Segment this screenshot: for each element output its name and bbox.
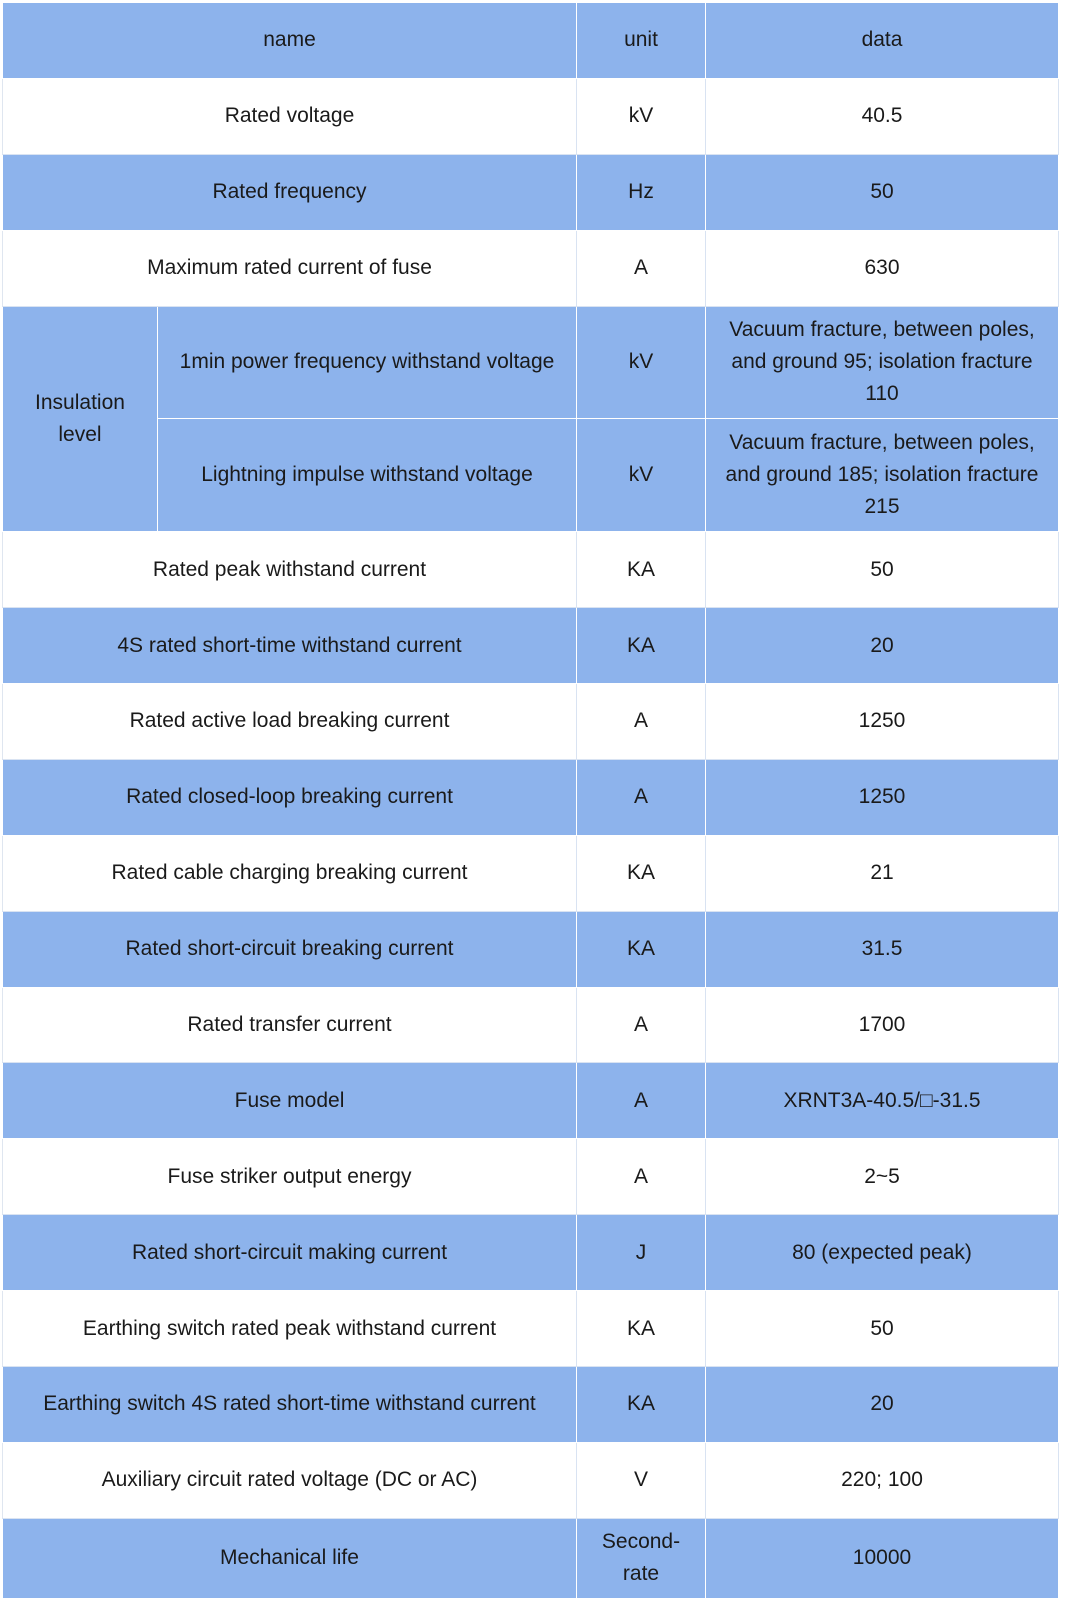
row-name: Earthing switch rated peak withstand current [3,1291,577,1367]
row-unit: KA [577,1291,706,1367]
header-name: name [3,3,577,79]
row-unit: A [577,1139,706,1215]
row-name: Rated active load breaking current [3,683,577,759]
table-row [3,1366,1059,1442]
row-name: Fuse striker output energy [3,1139,577,1215]
row-name: Rated frequency [3,154,577,230]
table-row [3,306,1059,418]
row-name: Rated voltage [3,78,577,154]
row-data: XRNT3A-40.5/□-31.5 [706,1063,1059,1139]
table-row [3,835,1059,911]
row-data: 1250 [706,683,1059,759]
row-data: 50 [706,532,1059,608]
row-data: 31.5 [706,911,1059,987]
table-row [3,1063,1059,1139]
table-row [3,532,1059,608]
row-unit: V [577,1442,706,1518]
row-unit: A [577,683,706,759]
row-name: Auxiliary circuit rated voltage (DC or AC) [3,1442,577,1518]
row-subname: Lightning impulse withstand voltage [158,418,577,531]
row-data: 1700 [706,987,1059,1063]
row-name: Rated peak withstand current [3,532,577,608]
row-unit: A [577,230,706,306]
row-unit: KA [577,608,706,684]
row-subname: 1min power frequency withstand voltage [158,306,577,418]
row-name: Earthing switch 4S rated short-time withstand current [3,1366,577,1442]
row-unit: KA [577,835,706,911]
table-row [3,759,1059,835]
row-name: Rated short-circuit breaking current [3,911,577,987]
row-name: Mechanical life [3,1518,577,1598]
header-row [3,3,1059,79]
row-data: Vacuum fracture, between poles, and ground 185; isolation fracture 215 [706,418,1059,531]
row-unit: KA [577,1366,706,1442]
row-data: 1250 [706,759,1059,835]
header-unit: unit [577,3,706,79]
row-data: 50 [706,1291,1059,1367]
table-row [3,1518,1059,1598]
table-row [3,418,1059,531]
row-name: Rated closed-loop breaking current [3,759,577,835]
table-row [3,683,1059,759]
row-unit: A [577,759,706,835]
row-data: 630 [706,230,1059,306]
row-unit: Second-rate [577,1518,706,1598]
row-data: 21 [706,835,1059,911]
row-data: 80 (expected peak) [706,1215,1059,1291]
table-row [3,1215,1059,1291]
row-unit: KA [577,911,706,987]
table-row [3,78,1059,154]
row-name: Rated transfer current [3,987,577,1063]
row-unit: kV [577,306,706,418]
row-unit: Hz [577,154,706,230]
spec-table [2,2,1059,1599]
row-data: 20 [706,608,1059,684]
row-data: 50 [706,154,1059,230]
row-unit: A [577,1063,706,1139]
row-unit: kV [577,418,706,531]
row-data: 20 [706,1366,1059,1442]
row-name: Rated short-circuit making current [3,1215,577,1291]
row-data: 220; 100 [706,1442,1059,1518]
table-row [3,1139,1059,1215]
table-row [3,987,1059,1063]
row-unit: J [577,1215,706,1291]
table-row [3,154,1059,230]
row-name: 4S rated short-time withstand current [3,608,577,684]
header-data: data [706,3,1059,79]
table-row [3,608,1059,684]
row-unit: kV [577,78,706,154]
row-name: Maximum rated current of fuse [3,230,577,306]
table-row [3,1442,1059,1518]
row-data: 10000 [706,1518,1059,1598]
row-data: 40.5 [706,78,1059,154]
row-name: Rated cable charging breaking current [3,835,577,911]
row-data: Vacuum fracture, between poles, and ground 95; isolation fracture 110 [706,306,1059,418]
table-row [3,1291,1059,1367]
row-data: 2~5 [706,1139,1059,1215]
table-row [3,230,1059,306]
row-unit: A [577,987,706,1063]
row-name: Fuse model [3,1063,577,1139]
row-unit: KA [577,532,706,608]
insulation-level-label: Insulation level [3,306,158,532]
table-row [3,911,1059,987]
